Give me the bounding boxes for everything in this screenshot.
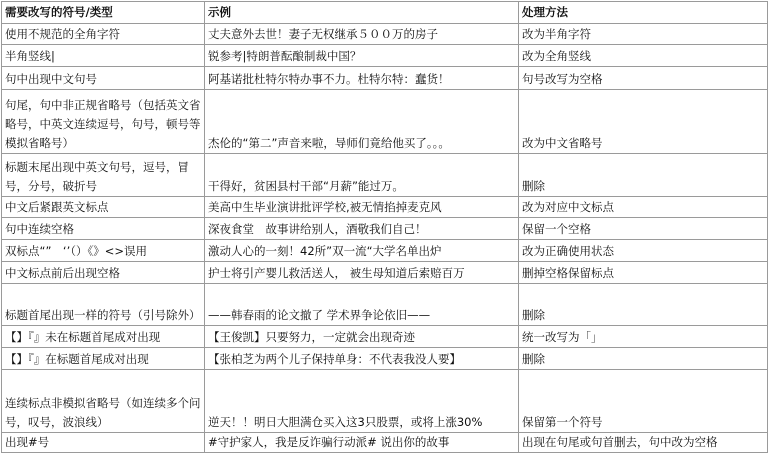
cell-example: 逆天！！明日大胆满仓买入这3只股票，或将上涨30% xyxy=(205,370,519,433)
cell-action: 删除 xyxy=(519,154,768,197)
cell-type: 【】『』未在标题首尾成对出现 xyxy=(2,326,205,348)
cell-example: 丈夫意外去世！妻子无权继承５００万的房子 xyxy=(205,24,519,45)
table-row xyxy=(2,197,768,218)
cell-type: 句中出现中文句号 xyxy=(2,67,205,90)
cell-action: 改为全角竖线 xyxy=(519,45,768,67)
cell-example: 锐参考|特朗普酝酿制裁中国？ xyxy=(205,45,519,67)
cell-action: 保留第一个符号 xyxy=(519,370,768,433)
table-row xyxy=(2,67,768,90)
cell-action: 改为半角字符 xyxy=(519,24,768,45)
table-row xyxy=(2,24,768,45)
cell-type: 半角竖线| xyxy=(2,45,205,67)
cell-action: 保留一个空格 xyxy=(519,218,768,240)
table-row xyxy=(2,45,768,67)
table-row xyxy=(2,90,768,154)
table-row xyxy=(2,326,768,348)
cell-type: 使用不规范的全角字符 xyxy=(2,24,205,45)
cell-example: 护士将引产婴儿救活送人， 被生母知道后索赔百万 xyxy=(205,262,519,284)
cell-example: 深夜食堂 故事讲给别人，酒敬我们自己！ xyxy=(205,218,519,240)
cell-type: 中文标点前后出现空格 xyxy=(2,262,205,284)
cell-type: 句尾，句中非正规省略号（包括英文省略号，中英文连续逗号，句号，顿号等模拟省略号） xyxy=(2,90,205,154)
cell-action: 删除 xyxy=(519,284,768,326)
cell-example: 阿基诺批杜特尔特办事不力。杜特尔特：蠢货！ xyxy=(205,67,519,90)
table-row xyxy=(2,370,768,433)
cell-example: 杰伦的“第二”声音来啦，导师们竟给他买了。。。 xyxy=(205,90,519,154)
table-header-row xyxy=(2,2,768,24)
header-example: 示例 xyxy=(205,2,519,24)
cell-action: 删除 xyxy=(519,348,768,370)
cell-action: 改为中文省略号 xyxy=(519,90,768,154)
cell-type: 标题首尾出现一样的符号（引号除外） xyxy=(2,284,205,326)
cell-action: 句号改写为空格 xyxy=(519,67,768,90)
table-row xyxy=(2,218,768,240)
cell-type: 标题末尾出现中英文句号，逗号，冒号，分号，破折号 xyxy=(2,154,205,197)
cell-type: 双标点“” ‘’（）《》<>误用 xyxy=(2,240,205,262)
cell-type: 句中连续空格 xyxy=(2,218,205,240)
cell-example: 干得好，贫困县村干部“月薪”能过万。 xyxy=(205,154,519,197)
cell-action: 改为正确使用状态 xyxy=(519,240,768,262)
cell-example: 【张柏芝为两个儿子保持单身：不代表我没人要】 xyxy=(205,348,519,370)
cell-example: 【王俊凯】只要努力，一定就会出现奇迹 xyxy=(205,326,519,348)
table-row xyxy=(2,240,768,262)
cell-action: 统一改写为「」 xyxy=(519,326,768,348)
cell-action: 删掉空格保留标点 xyxy=(519,262,768,284)
cell-example: ——韩春雨的论文撤了 学术界争论依旧—— xyxy=(205,284,519,326)
header-symbol-type: 需要改写的符号/类型 xyxy=(2,2,205,24)
table-row xyxy=(2,154,768,197)
cell-example: #守护家人，我是反诈骗行动派# 说出你的故事 xyxy=(205,433,519,453)
cell-action: 改为对应中文标点 xyxy=(519,197,768,218)
symbol-rules-table xyxy=(1,1,768,453)
header-handling-method: 处理方法 xyxy=(519,2,768,24)
cell-type: 【】『』在标题首尾成对出现 xyxy=(2,348,205,370)
cell-type: 连续标点非模拟省略号（如连续多个问号，叹号，波浪线） xyxy=(2,370,205,433)
cell-example: 美高中生毕业演讲批评学校,被无情掐掉麦克风 xyxy=(205,197,519,218)
cell-action: 出现在句尾或句首删去，句中改为空格 xyxy=(519,433,768,453)
table-row xyxy=(2,284,768,326)
table-row xyxy=(2,262,768,284)
cell-type: 出现#号 xyxy=(2,433,205,453)
table-row xyxy=(2,348,768,370)
cell-type: 中文后紧跟英文标点 xyxy=(2,197,205,218)
cell-example: 激动人心的一刻！42所”双一流“大学名单出炉 xyxy=(205,240,519,262)
